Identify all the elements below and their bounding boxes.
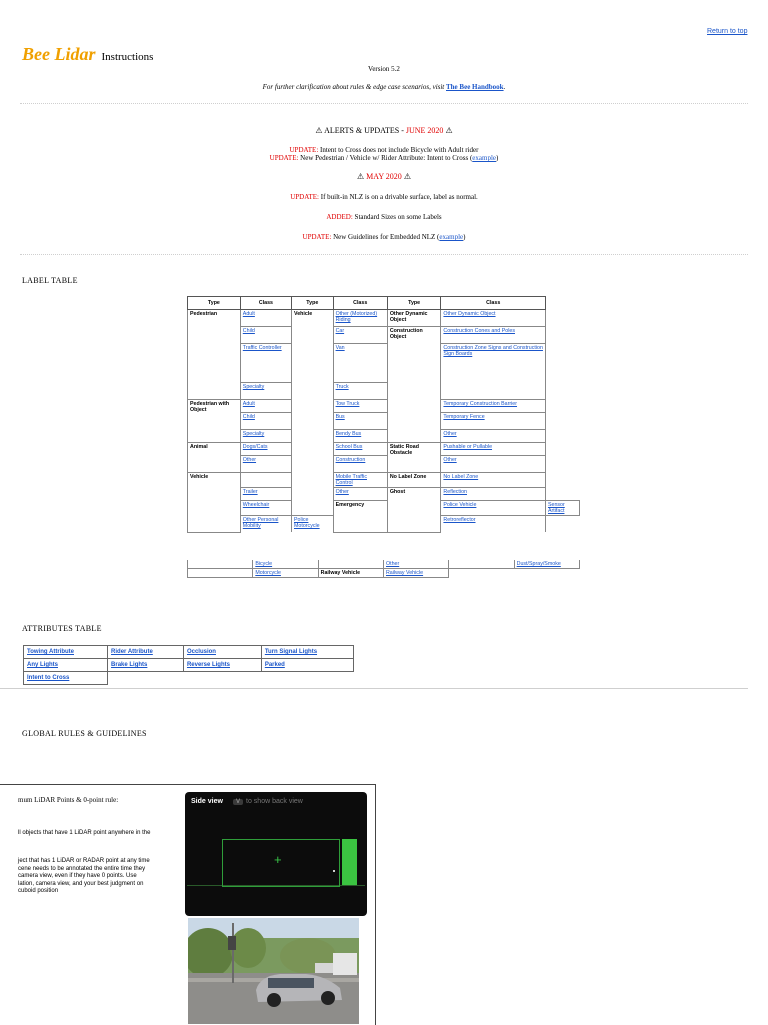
- street-scene-image: [188, 918, 359, 1024]
- clarify-text: For further clarification about rules & edge case scenarios, visit The Bee Handbook.: [262, 83, 506, 91]
- logo: Bee Lidar: [22, 44, 96, 64]
- class-link[interactable]: Car: [335, 328, 345, 334]
- brand-header: [22, 44, 153, 65]
- label-table-continued: Bicycle Other Dust/Spray/Smoke Motorcycle Railway Vehicle Railway Vehicle: [187, 560, 580, 578]
- class-link[interactable]: Tow Truck: [335, 401, 360, 407]
- rule-text-2: ject that has 1 LiDAR or RADAR point at any time cene needs to be annotated the entire time they camera view, even if they have 0 points. Use lation, camera view, and your best judgment on cuboid position: [18, 858, 150, 894]
- class-link[interactable]: Bus: [335, 414, 345, 420]
- class-link[interactable]: Construction Zone Signs and Construction Sign Boards: [443, 345, 543, 358]
- class-link[interactable]: Specialty: [242, 431, 265, 437]
- page-subtitle: Instructions: [101, 51, 154, 63]
- class-link[interactable]: Dogs/Cats: [242, 444, 268, 450]
- attribute-link[interactable]: Parked: [264, 662, 285, 668]
- alert-june-1: UPDATE: Intent to Cross does not include Bicycle with Adult rider: [289, 146, 479, 154]
- class-link[interactable]: Other: [443, 431, 457, 437]
- divider: [20, 254, 748, 255]
- rule-title: mum LiDAR Points & 0-point rule:: [18, 796, 119, 804]
- handbook-link[interactable]: The Bee Handbook: [446, 83, 504, 91]
- class-link[interactable]: Other (Motorized) Riding: [335, 311, 378, 324]
- class-link[interactable]: Adult: [242, 311, 255, 317]
- class-link[interactable]: Construction: [335, 457, 366, 463]
- version-label: Version 5.2: [368, 65, 400, 73]
- alert-may-1: UPDATE: If built-in NLZ is on a drivable surface, label as normal.: [290, 193, 478, 201]
- attributes-table-title: ATTRIBUTES TABLE: [22, 624, 102, 633]
- attributes-table: [23, 645, 354, 685]
- warning-sign-icon: ⚠: [315, 126, 323, 135]
- attribute-link[interactable]: Occlusion: [186, 649, 216, 655]
- class-link[interactable]: Construction Cones and Poles: [443, 328, 515, 334]
- attribute-link[interactable]: Rider Attribute: [111, 649, 153, 655]
- label-table-title: LABEL TABLE: [22, 276, 78, 285]
- alert-may-2: ADDED: Standard Sizes on some Labels: [326, 213, 442, 221]
- class-link[interactable]: Reflection: [443, 489, 467, 496]
- side-view-panel[interactable]: [185, 792, 367, 916]
- class-link[interactable]: Pushable or Pullable: [443, 444, 493, 450]
- attribute-link[interactable]: Reverse Lights: [186, 662, 230, 668]
- class-link[interactable]: Trailer: [242, 489, 258, 496]
- class-link[interactable]: Temporary Construction Barrier: [443, 401, 518, 407]
- class-link[interactable]: Railway Vehicle: [385, 570, 424, 577]
- class-link[interactable]: Sensor Artifact: [547, 502, 565, 515]
- alerts-heading: ⚠ ALERTS & UPDATES - JUNE 2020 ⚠: [315, 126, 453, 135]
- divider: [20, 103, 748, 104]
- class-link[interactable]: Child: [242, 328, 255, 334]
- warning-sign-icon: ⚠: [403, 172, 411, 181]
- class-link[interactable]: Dust/Spray/Smoke: [516, 561, 561, 567]
- label-table: Type Class Type Class Type Class Pedestrian Adult Vehicle Other (Motorized) Riding Other Dynamic Object Other Dynamic Object Child Car Construction Object Construction Cones and Poles Traffic Controller Van Construction Zone Signs and Construction Sign Boards Specialty Truck Pedestrian with Object Adult Tow Truck Temporary Construction Barrier Child Bus Temporary Fence Specialty Bendy Bus Other Animal Dogs/Cats School Bus Static Road Obstacle Pushable or Pullable Other Construction Other Vehicle Mobile Traffic Control No Label Zone No Label Zone Trailer Other Ghost Reflection Wheelchair Emergency Police Vehicle Sensor Artifact Other Personal Mobility Police Motorcycle Retroreflector: [187, 296, 580, 533]
- crosshair-icon: +: [274, 852, 282, 867]
- class-link[interactable]: Retroreflector: [443, 517, 476, 524]
- warning-sign-icon: ⚠: [445, 126, 453, 135]
- class-link[interactable]: Child: [242, 414, 255, 420]
- alert-june-2: UPDATE: New Pedestrian / Vehicle w/ Rider Attribute: Intent to Cross (example): [269, 154, 499, 162]
- class-link[interactable]: School Bus: [335, 444, 363, 450]
- class-link[interactable]: No Label Zone: [443, 474, 479, 480]
- divider: [0, 688, 748, 689]
- point-count-bar: [342, 839, 357, 885]
- may-heading: ⚠ MAY 2020 ⚠: [357, 172, 411, 181]
- attribute-link[interactable]: Towing Attribute: [27, 649, 74, 655]
- alert-may-3: UPDATE: New Guidelines for Embedded NLZ (example): [302, 233, 466, 241]
- side-view-hint: V to show back view: [233, 798, 303, 805]
- camera-image: [188, 918, 359, 1024]
- class-link[interactable]: Other Personal Mobility: [242, 517, 279, 530]
- class-link[interactable]: Van: [335, 345, 345, 351]
- class-link[interactable]: Temporary Fence: [443, 414, 485, 420]
- side-view-title: Side view: [191, 798, 223, 805]
- attribute-link[interactable]: Brake Lights: [111, 662, 148, 668]
- rule-text-1: ll objects that have 1 LiDAR point anywhere in the: [18, 830, 151, 836]
- example-link[interactable]: example: [472, 154, 497, 162]
- class-link[interactable]: Motorcycle: [255, 570, 281, 577]
- keyboard-key-icon: V: [233, 799, 243, 805]
- attribute-link[interactable]: Intent to Cross: [27, 675, 70, 681]
- attribute-link[interactable]: Any Lights: [27, 662, 58, 668]
- example-link[interactable]: example: [439, 233, 464, 241]
- class-link[interactable]: Bendy Bus: [335, 431, 362, 437]
- class-link[interactable]: Mobile Traffic Control: [335, 474, 367, 487]
- return-to-top-link[interactable]: Return to top: [707, 28, 748, 35]
- class-link[interactable]: Other: [335, 489, 349, 496]
- attribute-link[interactable]: Turn Signal Lights: [264, 649, 318, 655]
- warning-sign-icon: ⚠: [357, 172, 365, 181]
- class-link[interactable]: Truck: [335, 384, 349, 390]
- class-link[interactable]: Specialty: [242, 384, 265, 390]
- class-link[interactable]: Traffic Controller: [242, 345, 282, 351]
- class-link[interactable]: Other: [242, 457, 257, 463]
- class-link[interactable]: Other: [385, 561, 400, 567]
- class-link[interactable]: Wheelchair: [242, 502, 270, 509]
- class-link[interactable]: Other: [443, 457, 457, 463]
- global-rules-title: GLOBAL RULES & GUIDELINES: [22, 729, 147, 738]
- class-link[interactable]: Adult: [242, 401, 255, 407]
- class-link[interactable]: Other Dynamic Object: [443, 311, 496, 317]
- lidar-point: [333, 870, 335, 872]
- class-link[interactable]: Police Vehicle: [443, 502, 477, 509]
- class-link[interactable]: Bicycle: [255, 561, 273, 567]
- class-link[interactable]: Police Motorcycle: [294, 517, 320, 530]
